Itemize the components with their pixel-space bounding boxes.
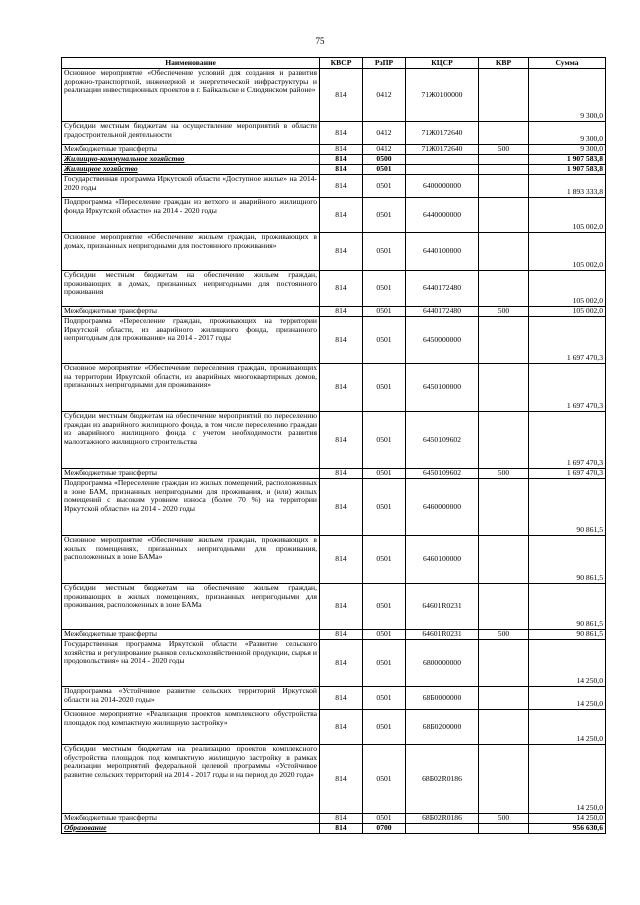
table-row	[62, 198, 606, 233]
cell-kcsr: 68Б0200000	[406, 710, 479, 745]
cell-kcsr: 6800000000	[406, 640, 479, 687]
cell-kcsr: 68Б02R0186	[406, 814, 479, 824]
cell-kvsr: 814	[320, 122, 363, 145]
cell-kcsr: 6460000000	[406, 479, 479, 536]
cell-sum: 90 861,5	[529, 536, 606, 584]
cell-rzpr: 0501	[363, 814, 406, 824]
table-row	[62, 469, 606, 479]
table-row	[62, 687, 606, 710]
table-row	[62, 640, 606, 687]
cell-name: Субсидии местным бюджетам на обеспечение жильем граждан, проживающих в жилых помещениях, признанных непригодными для проживания, расположенных в зоне БАМа	[62, 584, 320, 630]
cell-kvr	[479, 745, 529, 814]
cell-name: Государственная программа Иркутской области «Развитие сельского хозяйства и регулирование рынков сельскохозяйственной продукции, сырья и продовольствия» на 2014 - 2020 годы	[62, 640, 320, 687]
cell-kvsr: 814	[320, 630, 363, 640]
cell-sum: 9 300,0	[529, 122, 606, 145]
cell-name: Межбюджетные трансферты	[62, 814, 320, 824]
cell-kvsr: 814	[320, 745, 363, 814]
cell-kvsr: 814	[320, 640, 363, 687]
cell-kvsr: 814	[320, 198, 363, 233]
table-row	[62, 584, 606, 630]
cell-name: Жилищное хозяйство	[62, 165, 320, 175]
cell-name: Подпрограмма «Устойчивое развитие сельских территорий Иркутской области на 2014-2020 годы»	[62, 687, 320, 710]
cell-kcsr: 68Б02R0186	[406, 745, 479, 814]
cell-sum: 1 697 470,3	[529, 469, 606, 479]
cell-rzpr: 0501	[363, 175, 406, 198]
cell-sum: 1 907 583,8	[529, 155, 606, 165]
cell-sum: 90 861,5	[529, 584, 606, 630]
cell-kvr	[479, 165, 529, 175]
cell-rzpr: 0500	[363, 155, 406, 165]
cell-sum: 90 861,5	[529, 630, 606, 640]
table-row	[62, 710, 606, 745]
cell-kvr	[479, 584, 529, 630]
cell-kvr: 500	[479, 145, 529, 155]
table-row	[62, 814, 606, 824]
cell-kvsr: 814	[320, 165, 363, 175]
cell-kcsr: 6440100000	[406, 233, 479, 271]
header-kcsr: КЦСР	[406, 58, 479, 69]
cell-kcsr: 6450100000	[406, 364, 479, 412]
table-row	[62, 233, 606, 271]
table-row	[62, 122, 606, 145]
cell-rzpr: 0501	[363, 469, 406, 479]
cell-kcsr	[406, 824, 479, 834]
cell-kvr	[479, 640, 529, 687]
cell-sum: 14 250,0	[529, 745, 606, 814]
cell-rzpr: 0501	[363, 536, 406, 584]
cell-kvr: 500	[479, 814, 529, 824]
cell-kvr	[479, 69, 529, 122]
cell-name: Основное мероприятие «Обеспечение переселения граждан, проживающих на территории Иркутской области, из аварийных многоквартирных домов, признанных непригодными для проживания»	[62, 364, 320, 412]
cell-kvsr: 814	[320, 155, 363, 165]
cell-name: Субсидии местным бюджетам на обеспечение жильем граждан, проживающих в домах, признанных непригодными для постоянного проживания	[62, 271, 320, 307]
cell-kvsr: 814	[320, 824, 363, 834]
table-row	[62, 307, 606, 317]
header-sum: Сумма	[529, 58, 606, 69]
cell-kvr	[479, 710, 529, 745]
cell-kvr	[479, 198, 529, 233]
cell-name: Межбюджетные трансферты	[62, 145, 320, 155]
cell-sum: 14 250,0	[529, 687, 606, 710]
cell-sum: 1 893 333,8	[529, 175, 606, 198]
cell-name: Субсидии местным бюджетам на реализацию проектов комплексного обустройства площадок под компактную жилищную застройку в рамках реализации мероприятий федеральной целевой программы «Устойчивое развитие сельских территорий на 2014 - 2017 годы и на период до 2020 года»	[62, 745, 320, 814]
cell-kvsr: 814	[320, 710, 363, 745]
cell-sum: 90 861,5	[529, 479, 606, 536]
cell-sum: 14 250,0	[529, 710, 606, 745]
table-row	[62, 175, 606, 198]
cell-sum: 1 697 470,3	[529, 317, 606, 364]
table-row	[62, 364, 606, 412]
cell-sum: 14 250,0	[529, 814, 606, 824]
cell-rzpr: 0501	[363, 687, 406, 710]
cell-sum: 105 002,0	[529, 198, 606, 233]
cell-kvsr: 814	[320, 814, 363, 824]
page-number: 75	[315, 36, 325, 46]
cell-sum: 105 002,0	[529, 271, 606, 307]
cell-kvsr: 814	[320, 479, 363, 536]
cell-name: Основное мероприятие «Реализация проектов комплексного обустройства площадок под компактную жилищную застройку»	[62, 710, 320, 745]
cell-name: Подпрограмма «Переселение граждан из жилых помещений, расположенных в зоне БАМ, признанных непригодными для проживания, и (или) жилых помещений с высоким уровнем износа (более 70 %) на территории Иркутской области» на 2014 - 2020 годы	[62, 479, 320, 536]
cell-name: Межбюджетные трансферты	[62, 469, 320, 479]
cell-rzpr: 0501	[363, 479, 406, 536]
cell-kcsr: 64601R0231	[406, 630, 479, 640]
cell-kvr	[479, 364, 529, 412]
cell-sum: 105 002,0	[529, 233, 606, 271]
cell-sum: 14 250,0	[529, 640, 606, 687]
cell-name: Основное мероприятие «Обеспечение жильем граждан, проживающих в жилых помещениях, признанных непригодными для проживания, расположенных в зоне БАМа»	[62, 536, 320, 584]
cell-kvsr: 814	[320, 271, 363, 307]
budget-table	[61, 57, 606, 834]
cell-kcsr: 71Ж0172640	[406, 145, 479, 155]
cell-kvr	[479, 233, 529, 271]
cell-kvr: 500	[479, 307, 529, 317]
cell-kvsr: 814	[320, 317, 363, 364]
cell-kvr	[479, 824, 529, 834]
cell-sum: 105 002,0	[529, 307, 606, 317]
cell-sum: 9 300,0	[529, 145, 606, 155]
cell-kvr	[479, 479, 529, 536]
cell-rzpr: 0501	[363, 364, 406, 412]
cell-kcsr: 6460100000	[406, 536, 479, 584]
cell-kcsr: 71Ж0172640	[406, 122, 479, 145]
table-row	[62, 536, 606, 584]
cell-kcsr: 6450109602	[406, 412, 479, 469]
cell-kvsr: 814	[320, 412, 363, 469]
cell-kvr: 500	[479, 469, 529, 479]
cell-sum: 1 697 470,3	[529, 412, 606, 469]
table-row	[62, 479, 606, 536]
table-row	[62, 155, 606, 165]
cell-kvr	[479, 271, 529, 307]
cell-kcsr: 6440172480	[406, 307, 479, 317]
cell-kvr: 500	[479, 630, 529, 640]
cell-sum: 9 300,0	[529, 69, 606, 122]
cell-kcsr: 6440000000	[406, 198, 479, 233]
cell-kvsr: 814	[320, 584, 363, 630]
cell-kvr	[479, 536, 529, 584]
cell-name: Жилищно-коммунальное хозяйство	[62, 155, 320, 165]
cell-kvsr: 814	[320, 536, 363, 584]
cell-name: Основное мероприятие «Обеспечение жильем граждан, проживающих в домах, признанных непригодными для постоянного проживания»	[62, 233, 320, 271]
cell-name: Субсидии местным бюджетам на осуществление мероприятий в области градостроительной деятельности	[62, 122, 320, 145]
table-row	[62, 745, 606, 814]
cell-name: Межбюджетные трансферты	[62, 630, 320, 640]
cell-kvr	[479, 175, 529, 198]
table-row	[62, 630, 606, 640]
cell-kcsr	[406, 155, 479, 165]
table-row	[62, 271, 606, 307]
cell-kcsr: 68Б0000000	[406, 687, 479, 710]
cell-kcsr	[406, 165, 479, 175]
cell-kcsr: 6450000000	[406, 317, 479, 364]
cell-kvsr: 814	[320, 307, 363, 317]
cell-kcsr: 6440172480	[406, 271, 479, 307]
cell-rzpr: 0501	[363, 271, 406, 307]
cell-kvsr: 814	[320, 687, 363, 710]
cell-name: Образование	[62, 824, 320, 834]
cell-kvr	[479, 687, 529, 710]
cell-sum: 1 697 470,3	[529, 364, 606, 412]
cell-name: Подпрограмма «Переселение граждан из ветхого и аварийного жилищного фонда Иркутской области» на 2014 - 2020 годы	[62, 198, 320, 233]
cell-rzpr: 0501	[363, 307, 406, 317]
cell-kcsr: 64601R0231	[406, 584, 479, 630]
cell-kvr	[479, 412, 529, 469]
table-body	[62, 69, 606, 834]
cell-kcsr: 6450109602	[406, 469, 479, 479]
cell-name: Субсидии местным бюджетам на обеспечение мероприятий по переселению граждан из аварийного жилищного фонда, в том числе переселению граждан из аварийного жилищного фонда с учетом необходимости развития малоэтажного жилищного строительства	[62, 412, 320, 469]
cell-kvsr: 814	[320, 145, 363, 155]
table-row	[62, 145, 606, 155]
cell-sum: 1 907 583,8	[529, 165, 606, 175]
cell-sum: 956 630,6	[529, 824, 606, 834]
cell-rzpr: 0501	[363, 233, 406, 271]
table-row	[62, 165, 606, 175]
cell-kvsr: 814	[320, 175, 363, 198]
table-row	[62, 412, 606, 469]
table-row	[62, 317, 606, 364]
cell-name: Подпрограмма «Переселение граждан, проживающих на территории Иркутской области, из аварийного жилищного фонда, признанного непригодным для проживания» на 2014 - 2017 годы	[62, 317, 320, 364]
cell-rzpr: 0412	[363, 122, 406, 145]
cell-kcsr: 6400000000	[406, 175, 479, 198]
cell-rzpr: 0501	[363, 745, 406, 814]
cell-rzpr: 0501	[363, 630, 406, 640]
header-kvr: КВР	[479, 58, 529, 69]
cell-rzpr: 0501	[363, 165, 406, 175]
cell-kvr	[479, 122, 529, 145]
cell-rzpr: 0412	[363, 69, 406, 122]
cell-kcsr: 71Ж0100000	[406, 69, 479, 122]
cell-kvr	[479, 155, 529, 165]
cell-rzpr: 0700	[363, 824, 406, 834]
header-kvsr: КВСР	[320, 58, 363, 69]
cell-kvsr: 814	[320, 364, 363, 412]
cell-name: Межбюджетные трансферты	[62, 307, 320, 317]
cell-kvr	[479, 317, 529, 364]
cell-kvsr: 814	[320, 233, 363, 271]
cell-name: Государственная программа Иркутской области «Доступное жилье» на 2014-2020 годы	[62, 175, 320, 198]
cell-rzpr: 0501	[363, 198, 406, 233]
header-rzpr: РзПР	[363, 58, 406, 69]
cell-rzpr: 0501	[363, 640, 406, 687]
cell-rzpr: 0501	[363, 584, 406, 630]
cell-kvsr: 814	[320, 469, 363, 479]
cell-rzpr: 0412	[363, 145, 406, 155]
table-row	[62, 824, 606, 834]
cell-rzpr: 0501	[363, 317, 406, 364]
cell-rzpr: 0501	[363, 412, 406, 469]
cell-rzpr: 0501	[363, 710, 406, 745]
table-header-row	[62, 58, 606, 69]
header-name: Наименование	[62, 58, 320, 69]
cell-kvsr: 814	[320, 69, 363, 122]
table-row	[62, 69, 606, 122]
cell-name: Основное мероприятие «Обеспечение условий для создания и развития дорожно-транспортной, инженерной и энергетической инфраструктуры и реализации инвестиционных проектов в г. Байкальске и Слюдянском районе»	[62, 69, 320, 122]
